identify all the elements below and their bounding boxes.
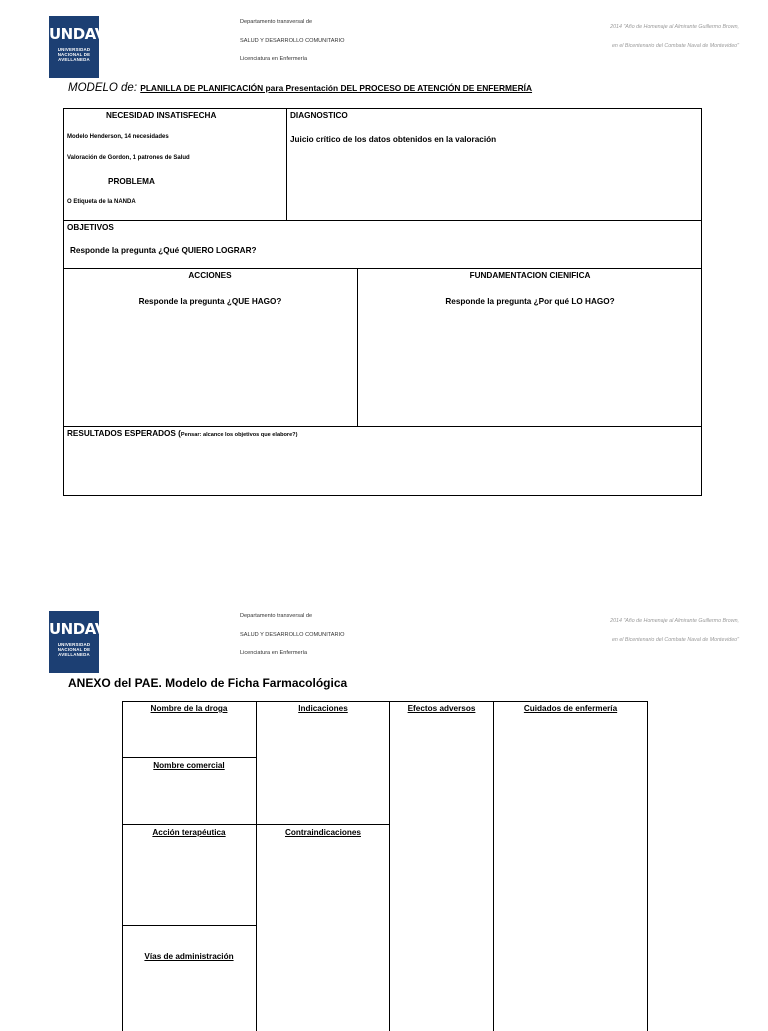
cuidados-header: Cuidados de enfermería xyxy=(523,704,618,713)
gordon-text: Valoración de Gordon, 1 patrones de Salud xyxy=(67,155,190,161)
fundamentacion-question: Responde la pregunta ¿Por qué LO HAGO? xyxy=(445,297,615,306)
department-line-2: SALUD Y DESARROLLO COMUNITARIO xyxy=(240,632,345,638)
resultados-heading: RESULTADOS ESPERADOS (Pensar: alcance los objetivos que elabore?) xyxy=(67,429,298,438)
necesidad-heading: NECESIDAD INSATISFECHA xyxy=(106,111,217,120)
motto-line-2: en el Bicentenario del Combate Naval de Montevideo" xyxy=(611,43,739,49)
divider xyxy=(286,108,287,221)
divider xyxy=(256,701,257,1031)
table-outline xyxy=(122,701,648,1031)
divider xyxy=(63,426,702,427)
motto-line-1: 2014 "Año de Homenaje al Almirante Guillermo Brown, xyxy=(610,24,739,30)
logo-subtitle: UNIVERSIDAD NACIONAL DE AVELLANEDA xyxy=(57,642,91,658)
acciones-heading: ACCIONES xyxy=(188,271,232,280)
objetivos-heading: OBJETIVOS xyxy=(67,223,114,232)
divider xyxy=(63,220,702,221)
nombre-droga-header: Nombre de la droga xyxy=(150,704,228,713)
divider xyxy=(357,268,358,427)
efectos-header: Efectos adversos xyxy=(407,704,476,713)
title-main: PLANILLA DE PLANIFICACIÓN para Presentación DEL PROCESO DE ATENCIÓN DE ENFERMERÍA xyxy=(140,83,533,93)
university-logo xyxy=(49,16,106,78)
objetivos-question: Responde la pregunta ¿Qué QUIERO LOGRAR? xyxy=(70,246,257,255)
henderson-text: Modelo Henderson, 14 necesidades xyxy=(67,134,169,140)
page-title xyxy=(68,82,532,94)
problema-heading: PROBLEMA xyxy=(108,177,155,186)
title-lead: MODELO de: xyxy=(68,82,138,94)
accion-header: Acción terapéutica xyxy=(152,828,226,837)
university-logo xyxy=(49,611,106,673)
divider xyxy=(122,824,390,825)
nanda-text: O Etiqueta de la NANDA xyxy=(67,199,136,205)
department-line-1: Departamento transversal de xyxy=(240,613,313,619)
divider xyxy=(493,701,494,1031)
motto-line-2: en el Bicentenario del Combate Naval de Montevideo" xyxy=(611,637,739,643)
acciones-question: Responde la pregunta ¿QUE HAGO? xyxy=(138,297,282,306)
contraindicaciones-header: Contraindicaciones xyxy=(285,828,361,837)
diagnostico-heading: DIAGNOSTICO xyxy=(290,111,348,120)
divider xyxy=(122,925,257,926)
divider xyxy=(122,757,257,758)
logo-mark: UNDAV xyxy=(49,25,106,43)
juicio-text: Juicio crítico de los datos obtenidos en la valoración xyxy=(290,135,497,144)
indicaciones-header: Indicaciones xyxy=(298,704,348,713)
divider xyxy=(389,701,390,1031)
department-line-2: SALUD Y DESARROLLO COMUNITARIO xyxy=(240,38,345,44)
fundamentacion-heading: FUNDAMENTACION CIENIFICA xyxy=(469,271,591,280)
vias-header: Vías de administración xyxy=(144,952,234,961)
department-line-1: Departamento transversal de xyxy=(240,19,313,25)
anexo-title: ANEXO del PAE. Modelo de Ficha Farmacológica xyxy=(68,676,348,690)
department-line-3: Licenciatura en Enfermería xyxy=(240,650,308,656)
divider xyxy=(63,268,702,269)
logo-subtitle: UNIVERSIDAD NACIONAL DE AVELLANEDA xyxy=(57,47,91,63)
department-line-3: Licenciatura en Enfermería xyxy=(240,56,308,62)
logo-mark: UNDAV xyxy=(49,620,106,638)
motto-line-1: 2014 "Año de Homenaje al Almirante Guillermo Brown, xyxy=(610,618,739,624)
nombre-comercial-header: Nombre comercial xyxy=(153,761,225,770)
